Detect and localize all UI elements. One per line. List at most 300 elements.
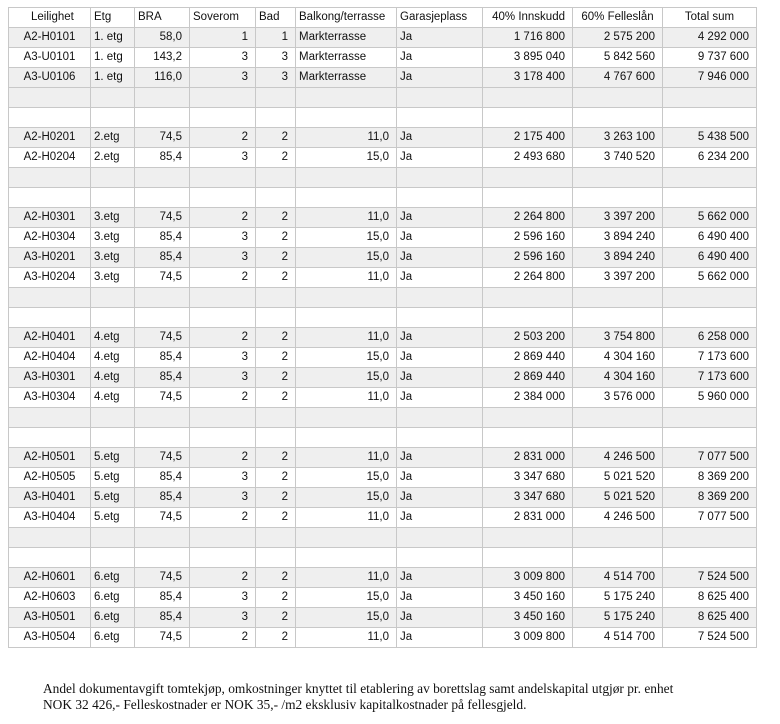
- cell-total-sum: 7 173 600: [663, 348, 757, 368]
- cell-total-sum: 7 077 500: [663, 448, 757, 468]
- cell-soverom: 2: [190, 628, 256, 648]
- cell-leilighet: A3-H0304: [9, 388, 91, 408]
- cell-bra: 85,4: [135, 368, 190, 388]
- cell-innskudd: 2 596 160: [483, 248, 573, 268]
- cell-total-sum: 5 438 500: [663, 128, 757, 148]
- cell-balkong-terrasse: 15,0: [296, 348, 397, 368]
- cell-etg: 5.etg: [91, 448, 135, 468]
- spacer-row: [9, 548, 757, 568]
- spacer-cell: [663, 528, 757, 548]
- spacer-row: [9, 168, 757, 188]
- cell-innskudd: 3 895 040: [483, 48, 573, 68]
- cell-felleslan: 4 767 600: [573, 68, 663, 88]
- cell-innskudd: 2 869 440: [483, 368, 573, 388]
- spacer-cell: [663, 308, 757, 328]
- spacer-cell: [135, 428, 190, 448]
- cell-bad: 2: [256, 348, 296, 368]
- cell-garasjeplass: Ja: [397, 468, 483, 488]
- price-list-sheet: [8, 7, 757, 648]
- table-row: [9, 28, 757, 48]
- table-row: [9, 448, 757, 468]
- cell-garasjeplass: Ja: [397, 248, 483, 268]
- cell-balkong-terrasse: 15,0: [296, 588, 397, 608]
- cell-bad: 2: [256, 588, 296, 608]
- cell-total-sum: 7 524 500: [663, 568, 757, 588]
- cell-innskudd: 3 450 160: [483, 588, 573, 608]
- cell-bad: 2: [256, 208, 296, 228]
- cell-bra: 74,5: [135, 328, 190, 348]
- table-row: [9, 388, 757, 408]
- spacer-cell: [256, 428, 296, 448]
- apartment-price-table: [8, 7, 757, 648]
- spacer-cell: [9, 528, 91, 548]
- cell-etg: 3.etg: [91, 248, 135, 268]
- spacer-cell: [573, 108, 663, 128]
- spacer-cell: [190, 168, 256, 188]
- cell-garasjeplass: Ja: [397, 28, 483, 48]
- spacer-cell: [9, 428, 91, 448]
- spacer-cell: [483, 528, 573, 548]
- table-row: [9, 208, 757, 228]
- spacer-cell: [573, 548, 663, 568]
- spacer-row: [9, 188, 757, 208]
- spacer-cell: [296, 528, 397, 548]
- cell-total-sum: 9 737 600: [663, 48, 757, 68]
- cell-felleslan: 3 397 200: [573, 268, 663, 288]
- table-row: [9, 508, 757, 528]
- spacer-cell: [296, 308, 397, 328]
- spacer-cell: [483, 88, 573, 108]
- spacer-cell: [483, 108, 573, 128]
- cell-bra: 85,4: [135, 608, 190, 628]
- cell-garasjeplass: Ja: [397, 328, 483, 348]
- spacer-cell: [663, 548, 757, 568]
- spacer-cell: [483, 548, 573, 568]
- cell-total-sum: 8 625 400: [663, 588, 757, 608]
- cell-bad: 2: [256, 388, 296, 408]
- cell-etg: 4.etg: [91, 388, 135, 408]
- header-soverom: Soverom: [190, 8, 256, 28]
- cell-leilighet: A2-H0201: [9, 128, 91, 148]
- spacer-cell: [190, 428, 256, 448]
- cell-bad: 2: [256, 468, 296, 488]
- cell-innskudd: 2 493 680: [483, 148, 573, 168]
- spacer-cell: [397, 108, 483, 128]
- cell-innskudd: 2 264 800: [483, 268, 573, 288]
- cell-leilighet: A2-H0501: [9, 448, 91, 468]
- cell-total-sum: 6 490 400: [663, 248, 757, 268]
- cell-bra: 74,5: [135, 388, 190, 408]
- spacer-cell: [296, 428, 397, 448]
- cell-felleslan: 4 246 500: [573, 508, 663, 528]
- cell-felleslan: 5 021 520: [573, 468, 663, 488]
- cell-soverom: 3: [190, 68, 256, 88]
- footnote-line-2: NOK 32 426,- Felleskostnader er NOK 35,- /m2 eksklusiv kapitalkostnader på fellesgjeld.: [43, 697, 527, 712]
- cell-innskudd: 3 347 680: [483, 468, 573, 488]
- spacer-cell: [135, 528, 190, 548]
- cell-felleslan: 5 842 560: [573, 48, 663, 68]
- cell-bra: 85,4: [135, 468, 190, 488]
- cell-garasjeplass: Ja: [397, 628, 483, 648]
- cell-leilighet: A3-H0204: [9, 268, 91, 288]
- cell-felleslan: 5 175 240: [573, 608, 663, 628]
- cell-felleslan: 3 894 240: [573, 248, 663, 268]
- cell-felleslan: 3 894 240: [573, 228, 663, 248]
- cell-leilighet: A3-H0501: [9, 608, 91, 628]
- cell-felleslan: 4 304 160: [573, 348, 663, 368]
- table-row: [9, 588, 757, 608]
- cell-garasjeplass: Ja: [397, 228, 483, 248]
- spacer-cell: [296, 188, 397, 208]
- cell-garasjeplass: Ja: [397, 568, 483, 588]
- cell-leilighet: A2-H0301: [9, 208, 91, 228]
- spacer-row: [9, 108, 757, 128]
- cell-leilighet: A2-H0204: [9, 148, 91, 168]
- cell-leilighet: A2-H0505: [9, 468, 91, 488]
- cell-felleslan: 3 740 520: [573, 148, 663, 168]
- cell-leilighet: A3-H0401: [9, 488, 91, 508]
- cell-garasjeplass: Ja: [397, 368, 483, 388]
- cell-bra: 85,4: [135, 488, 190, 508]
- cell-leilighet: A3-H0301: [9, 368, 91, 388]
- cell-soverom: 3: [190, 228, 256, 248]
- cell-bra: 74,5: [135, 268, 190, 288]
- cell-etg: 1. etg: [91, 68, 135, 88]
- cell-felleslan: 4 304 160: [573, 368, 663, 388]
- table-row: [9, 148, 757, 168]
- cell-total-sum: 5 662 000: [663, 208, 757, 228]
- cell-garasjeplass: Ja: [397, 208, 483, 228]
- table-row: [9, 608, 757, 628]
- cell-etg: 6.etg: [91, 628, 135, 648]
- cell-felleslan: 4 514 700: [573, 628, 663, 648]
- spacer-cell: [573, 528, 663, 548]
- cell-etg: 3.etg: [91, 228, 135, 248]
- cell-garasjeplass: Ja: [397, 128, 483, 148]
- cell-felleslan: 2 575 200: [573, 28, 663, 48]
- spacer-cell: [663, 188, 757, 208]
- table-row: [9, 488, 757, 508]
- cell-garasjeplass: Ja: [397, 448, 483, 468]
- spacer-cell: [9, 408, 91, 428]
- spacer-cell: [256, 188, 296, 208]
- cell-bra: 74,5: [135, 568, 190, 588]
- spacer-cell: [256, 528, 296, 548]
- spacer-cell: [397, 408, 483, 428]
- spacer-cell: [135, 88, 190, 108]
- cell-bad: 2: [256, 568, 296, 588]
- spacer-cell: [296, 548, 397, 568]
- table-row: [9, 248, 757, 268]
- header-total-sum: Total sum: [663, 8, 757, 28]
- cell-soverom: 3: [190, 468, 256, 488]
- cell-balkong-terrasse: 15,0: [296, 228, 397, 248]
- spacer-row: [9, 528, 757, 548]
- cell-soverom: 3: [190, 608, 256, 628]
- cell-bad: 2: [256, 508, 296, 528]
- cell-total-sum: 6 234 200: [663, 148, 757, 168]
- cell-etg: 1. etg: [91, 28, 135, 48]
- cell-bra: 85,4: [135, 148, 190, 168]
- cell-innskudd: 2 831 000: [483, 448, 573, 468]
- spacer-cell: [91, 428, 135, 448]
- spacer-cell: [397, 188, 483, 208]
- cell-total-sum: 8 625 400: [663, 608, 757, 628]
- spacer-row: [9, 308, 757, 328]
- cell-leilighet: A3-H0504: [9, 628, 91, 648]
- cell-innskudd: 3 450 160: [483, 608, 573, 628]
- cell-innskudd: 2 384 000: [483, 388, 573, 408]
- spacer-cell: [91, 408, 135, 428]
- header-bad: Bad: [256, 8, 296, 28]
- cell-total-sum: 7 946 000: [663, 68, 757, 88]
- cell-garasjeplass: Ja: [397, 48, 483, 68]
- cell-leilighet: A3-U0101: [9, 48, 91, 68]
- spacer-cell: [663, 428, 757, 448]
- cell-balkong-terrasse: 11,0: [296, 448, 397, 468]
- spacer-cell: [296, 88, 397, 108]
- spacer-cell: [190, 288, 256, 308]
- spacer-cell: [91, 88, 135, 108]
- cell-soverom: 3: [190, 488, 256, 508]
- cell-innskudd: 2 596 160: [483, 228, 573, 248]
- spacer-cell: [397, 528, 483, 548]
- cell-garasjeplass: Ja: [397, 508, 483, 528]
- footnote: [43, 681, 773, 713]
- cell-garasjeplass: Ja: [397, 588, 483, 608]
- table-row: [9, 328, 757, 348]
- spacer-cell: [663, 88, 757, 108]
- spacer-cell: [483, 288, 573, 308]
- table-row: [9, 348, 757, 368]
- cell-bad: 2: [256, 268, 296, 288]
- cell-soverom: 1: [190, 28, 256, 48]
- cell-bad: 2: [256, 248, 296, 268]
- cell-bra: 74,5: [135, 128, 190, 148]
- table-row: [9, 468, 757, 488]
- spacer-row: [9, 288, 757, 308]
- cell-soverom: 2: [190, 128, 256, 148]
- cell-bad: 2: [256, 628, 296, 648]
- cell-soverom: 2: [190, 388, 256, 408]
- cell-total-sum: 5 960 000: [663, 388, 757, 408]
- spacer-cell: [397, 308, 483, 328]
- table-row: [9, 128, 757, 148]
- spacer-cell: [296, 108, 397, 128]
- spacer-cell: [135, 308, 190, 328]
- cell-innskudd: 3 178 400: [483, 68, 573, 88]
- cell-bra: 143,2: [135, 48, 190, 68]
- spacer-cell: [573, 408, 663, 428]
- cell-bra: 74,5: [135, 628, 190, 648]
- cell-etg: 3.etg: [91, 268, 135, 288]
- cell-bra: 116,0: [135, 68, 190, 88]
- cell-balkong-terrasse: 15,0: [296, 368, 397, 388]
- spacer-cell: [296, 288, 397, 308]
- cell-etg: 6.etg: [91, 588, 135, 608]
- spacer-cell: [256, 88, 296, 108]
- cell-etg: 2.etg: [91, 128, 135, 148]
- spacer-cell: [91, 288, 135, 308]
- cell-felleslan: 5 021 520: [573, 488, 663, 508]
- cell-bad: 2: [256, 448, 296, 468]
- cell-bad: 2: [256, 148, 296, 168]
- spacer-cell: [573, 308, 663, 328]
- cell-balkong-terrasse: Markterrasse: [296, 48, 397, 68]
- spacer-cell: [91, 528, 135, 548]
- cell-soverom: 2: [190, 328, 256, 348]
- spacer-cell: [9, 288, 91, 308]
- spacer-cell: [663, 408, 757, 428]
- cell-innskudd: 3 009 800: [483, 568, 573, 588]
- cell-balkong-terrasse: Markterrasse: [296, 68, 397, 88]
- header-row: [9, 8, 757, 28]
- cell-innskudd: 2 831 000: [483, 508, 573, 528]
- header-bra: BRA: [135, 8, 190, 28]
- spacer-cell: [296, 168, 397, 188]
- cell-garasjeplass: Ja: [397, 388, 483, 408]
- cell-bra: 58,0: [135, 28, 190, 48]
- spacer-cell: [91, 188, 135, 208]
- cell-garasjeplass: Ja: [397, 488, 483, 508]
- spacer-cell: [573, 88, 663, 108]
- cell-bad: 2: [256, 608, 296, 628]
- cell-etg: 5.etg: [91, 468, 135, 488]
- spacer-row: [9, 408, 757, 428]
- cell-felleslan: 3 397 200: [573, 208, 663, 228]
- spacer-cell: [256, 408, 296, 428]
- cell-bra: 85,4: [135, 588, 190, 608]
- cell-total-sum: 7 077 500: [663, 508, 757, 528]
- table-row: [9, 68, 757, 88]
- spacer-cell: [190, 108, 256, 128]
- cell-soverom: 2: [190, 508, 256, 528]
- cell-balkong-terrasse: 15,0: [296, 488, 397, 508]
- cell-felleslan: 3 263 100: [573, 128, 663, 148]
- cell-etg: 3.etg: [91, 208, 135, 228]
- spacer-cell: [483, 168, 573, 188]
- spacer-cell: [91, 108, 135, 128]
- spacer-cell: [296, 408, 397, 428]
- spacer-cell: [397, 168, 483, 188]
- spacer-cell: [663, 288, 757, 308]
- cell-bra: 74,5: [135, 448, 190, 468]
- spacer-cell: [573, 428, 663, 448]
- cell-bad: 3: [256, 68, 296, 88]
- cell-bra: 85,4: [135, 248, 190, 268]
- spacer-cell: [397, 288, 483, 308]
- spacer-cell: [663, 168, 757, 188]
- spacer-cell: [9, 108, 91, 128]
- cell-soverom: 3: [190, 48, 256, 68]
- spacer-cell: [397, 548, 483, 568]
- cell-leilighet: A2-H0404: [9, 348, 91, 368]
- cell-total-sum: 8 369 200: [663, 468, 757, 488]
- cell-etg: 4.etg: [91, 328, 135, 348]
- cell-leilighet: A2-H0101: [9, 28, 91, 48]
- cell-soverom: 3: [190, 588, 256, 608]
- spacer-cell: [573, 288, 663, 308]
- spacer-cell: [256, 548, 296, 568]
- spacer-cell: [663, 108, 757, 128]
- cell-etg: 1. etg: [91, 48, 135, 68]
- spacer-cell: [483, 428, 573, 448]
- spacer-cell: [91, 168, 135, 188]
- spacer-cell: [190, 528, 256, 548]
- table-row: [9, 628, 757, 648]
- cell-balkong-terrasse: 15,0: [296, 608, 397, 628]
- cell-bra: 74,5: [135, 508, 190, 528]
- cell-bra: 85,4: [135, 348, 190, 368]
- cell-balkong-terrasse: 15,0: [296, 148, 397, 168]
- table-row: [9, 228, 757, 248]
- cell-leilighet: A2-H0304: [9, 228, 91, 248]
- spacer-cell: [9, 88, 91, 108]
- spacer-cell: [256, 288, 296, 308]
- cell-felleslan: 4 246 500: [573, 448, 663, 468]
- cell-bra: 85,4: [135, 228, 190, 248]
- cell-garasjeplass: Ja: [397, 348, 483, 368]
- cell-total-sum: 6 490 400: [663, 228, 757, 248]
- cell-felleslan: 3 576 000: [573, 388, 663, 408]
- spacer-cell: [9, 308, 91, 328]
- cell-balkong-terrasse: 11,0: [296, 508, 397, 528]
- cell-total-sum: 7 524 500: [663, 628, 757, 648]
- cell-soverom: 2: [190, 568, 256, 588]
- cell-leilighet: A3-U0106: [9, 68, 91, 88]
- cell-soverom: 3: [190, 348, 256, 368]
- cell-leilighet: A3-H0201: [9, 248, 91, 268]
- spacer-cell: [190, 308, 256, 328]
- cell-total-sum: 6 258 000: [663, 328, 757, 348]
- cell-bad: 3: [256, 48, 296, 68]
- cell-bra: 74,5: [135, 208, 190, 228]
- cell-etg: 5.etg: [91, 488, 135, 508]
- table-row: [9, 368, 757, 388]
- header-innskudd: 40% Innskudd: [483, 8, 573, 28]
- cell-felleslan: 5 175 240: [573, 588, 663, 608]
- table-row: [9, 268, 757, 288]
- cell-soverom: 3: [190, 248, 256, 268]
- cell-leilighet: A3-H0404: [9, 508, 91, 528]
- cell-innskudd: 1 716 800: [483, 28, 573, 48]
- cell-total-sum: 5 662 000: [663, 268, 757, 288]
- cell-innskudd: 2 264 800: [483, 208, 573, 228]
- header-leilighet: Leilighet: [9, 8, 91, 28]
- cell-felleslan: 3 754 800: [573, 328, 663, 348]
- spacer-cell: [190, 408, 256, 428]
- cell-garasjeplass: Ja: [397, 268, 483, 288]
- spacer-cell: [135, 548, 190, 568]
- spacer-cell: [483, 308, 573, 328]
- cell-soverom: 3: [190, 368, 256, 388]
- header-etg: Etg: [91, 8, 135, 28]
- cell-balkong-terrasse: 11,0: [296, 208, 397, 228]
- cell-bad: 2: [256, 368, 296, 388]
- spacer-cell: [135, 188, 190, 208]
- cell-bad: 2: [256, 228, 296, 248]
- cell-leilighet: A2-H0601: [9, 568, 91, 588]
- cell-soverom: 2: [190, 208, 256, 228]
- cell-bad: 2: [256, 328, 296, 348]
- spacer-cell: [256, 108, 296, 128]
- header-felleslan: 60% Felleslån: [573, 8, 663, 28]
- spacer-cell: [483, 188, 573, 208]
- cell-garasjeplass: Ja: [397, 68, 483, 88]
- cell-balkong-terrasse: Markterrasse: [296, 28, 397, 48]
- cell-total-sum: 4 292 000: [663, 28, 757, 48]
- spacer-cell: [483, 408, 573, 428]
